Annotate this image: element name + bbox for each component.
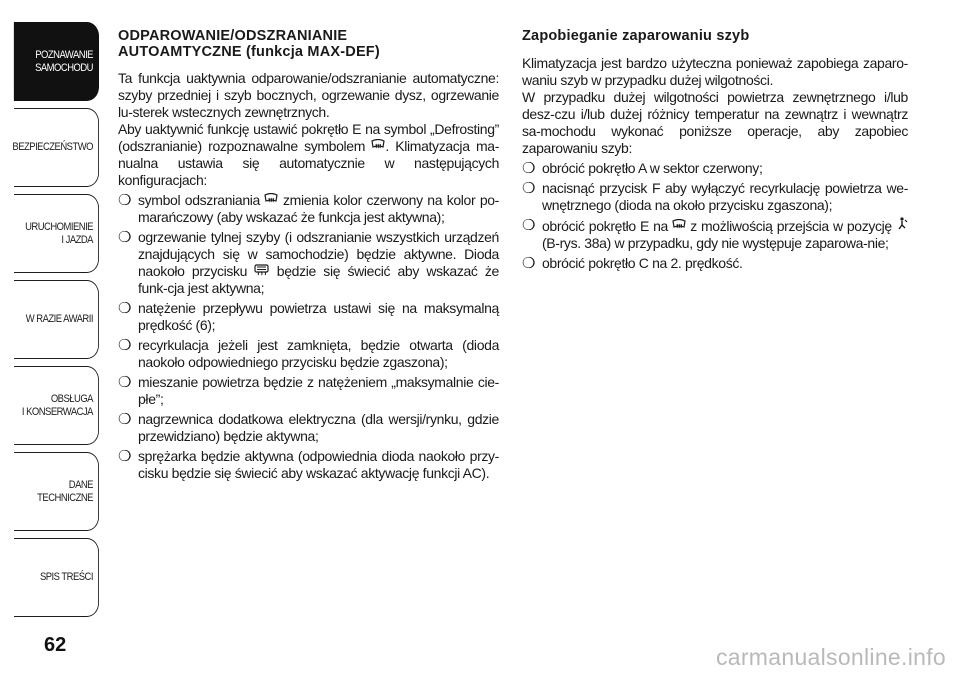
text-fragment: będzie się świecić aby wskazać że funk-cja jest aktywna;	[138, 263, 499, 296]
list-item	[118, 337, 499, 371]
list-item	[522, 255, 908, 272]
list-item	[118, 192, 499, 226]
list-item	[522, 180, 908, 214]
defrost-icon	[264, 192, 278, 208]
tab-dane-techniczne[interactable]	[14, 452, 99, 531]
tab-w-razie-awarii[interactable]	[14, 280, 99, 359]
paragraph	[118, 121, 499, 189]
tab-obsluga-i-konserwacja[interactable]	[14, 366, 99, 445]
text-fragment: zmienia kolor czerwony na kolor po-marańczowy (aby wskazać że funkcja jest aktywna);	[138, 192, 499, 225]
list-item	[118, 448, 499, 482]
feet-windscreen-icon	[896, 218, 908, 234]
text-fragment: obrócić pokrętło C na 2. prędkość.	[542, 255, 743, 271]
text-fragment: mieszanie powietrza będzie z natężeniem „maksymalnie cie-płe”;	[138, 374, 499, 407]
defrost-icon	[672, 218, 686, 234]
bullet-icon: ❍	[522, 217, 536, 234]
paragraph: W przypadku dużej wilgotności powietrza zewnętrznego i/lub desz-czu i/lub dużej różnicy temperatur na zewnątrz i wewnątrz sa-mochodu wykonać poniższe operacje, aby zapobiec zaparowaniu szyb:	[522, 89, 908, 156]
bullet-icon: ❍	[118, 337, 132, 354]
procedure-list	[522, 160, 908, 272]
bullet-icon: ❍	[522, 255, 536, 272]
bullet-icon: ❍	[522, 160, 536, 177]
text-fragment: nagrzewnica dodatkowa elektryczna (dla wersji/rynku, gdzie przewidziano) będzie aktywna;	[138, 411, 499, 444]
text-fragment: . Klimatyzacja ma-nualna ustawia się automatycznie w następujących konfiguracjach:	[118, 138, 500, 188]
defrost-icon	[371, 138, 385, 154]
paragraph: Klimatyzacja jest bardzo użyteczna ponieważ zapobiega zaparo-waniu szyb w przypadku dużej wilgotności.	[522, 55, 908, 88]
text-fragment: recyrkulacja jeżeli jest zamknięta, będzie otwarta (dioda naokoło odpowiedniego przycisku będzie zgaszona);	[138, 337, 499, 370]
list-item	[118, 229, 499, 297]
bullet-icon: ❍	[118, 448, 132, 465]
list-item	[522, 217, 908, 252]
bullet-icon: ❍	[118, 300, 132, 317]
tab-poznawanie-samochodu[interactable]	[14, 22, 99, 101]
list-item	[118, 300, 499, 334]
tab-uruchomienie-i-jazda[interactable]	[14, 194, 99, 273]
text-fragment: nacisnąć przycisk F aby wyłączyć recyrkulację powietrza we-wnętrznego (dioda na około przycisku zgaszona);	[542, 180, 908, 213]
tab-label: OBSŁUGA I KONSERWACJA	[21, 392, 93, 418]
bullet-icon: ❍	[118, 192, 132, 209]
heading-line: ODPAROWANIE/ODSZRANIANIE	[118, 28, 348, 44]
text-fragment: z możliwością przejścia w pozycję	[686, 218, 896, 234]
text-fragment: (B-rys. 38a) w przypadku, gdy nie występuje zaparowa-nie;	[542, 235, 889, 251]
tab-spis-tresci[interactable]	[14, 538, 99, 617]
tab-label: URUCHOMIENIE I JAZDA	[25, 220, 93, 246]
tab-label: SPIS TREŚCI	[39, 571, 93, 583]
list-item	[118, 411, 499, 445]
text-fragment: sprężarka będzie aktywna (odpowiednia dioda naokoło przy-cisku będzie się świecić aby wskazać aktywację funkcji AC).	[138, 448, 499, 481]
tab-label: W RAZIE AWARII	[25, 313, 93, 325]
bullet-icon: ❍	[118, 229, 132, 246]
bullet-icon: ❍	[118, 411, 132, 428]
text-fragment: ogrzewanie tylnej szyby (i odszranianie wszystkich urządzeń znajdujących się w samochodzie) będzie aktywne. Dioda naokoło przycisku	[138, 229, 499, 279]
tab-label: BEZPIECZEŃSTWO	[12, 141, 93, 153]
text-fragment: Aby uaktywnić funkcję ustawić pokrętło E na symbol „Defrosting” (odszranianie) rozpoznawalne symbolem	[118, 121, 499, 154]
text-fragment: symbol odszraniania	[138, 192, 265, 208]
bullet-icon: ❍	[118, 374, 132, 391]
watermark: carmanualsonline.info	[715, 644, 946, 670]
section-heading-anti-fog: Zapobieganie zaparowaniu szyb	[522, 28, 750, 44]
bullet-icon: ❍	[522, 180, 536, 197]
paragraph: Ta funkcja uaktywnia odparowanie/odszranianie automatyczne: szyby przedniej i szyb bocznych, ogrzewanie dysz, ogrzewanie lu-sterek wstecznych zewnętrznych.	[118, 70, 499, 120]
text-fragment: natężenie przepływu powietrza ustawi się na maksymalną prędkość (6);	[138, 300, 499, 333]
page-number: 62	[44, 634, 67, 656]
left-column	[118, 28, 499, 485]
text-fragment: obrócić pokrętło E na	[542, 218, 673, 234]
chapter-sidebar	[0, 22, 100, 624]
heading-line: AUTOAMTYCZNE (funkcja MAX-DEF)	[118, 44, 380, 60]
tab-label: DANE TECHNICZNE	[37, 478, 93, 504]
right-column	[522, 28, 908, 275]
section-heading-max-def	[118, 28, 499, 60]
tab-label: POZNAWANIE SAMOCHODU	[35, 48, 93, 74]
list-item	[522, 160, 908, 177]
config-list	[118, 192, 499, 482]
rear-defrost-icon	[254, 263, 269, 279]
text-fragment: obrócić pokrętło A w sektor czerwony;	[542, 160, 763, 176]
list-item	[118, 374, 499, 408]
tab-bezpieczenstwo[interactable]	[14, 108, 99, 187]
